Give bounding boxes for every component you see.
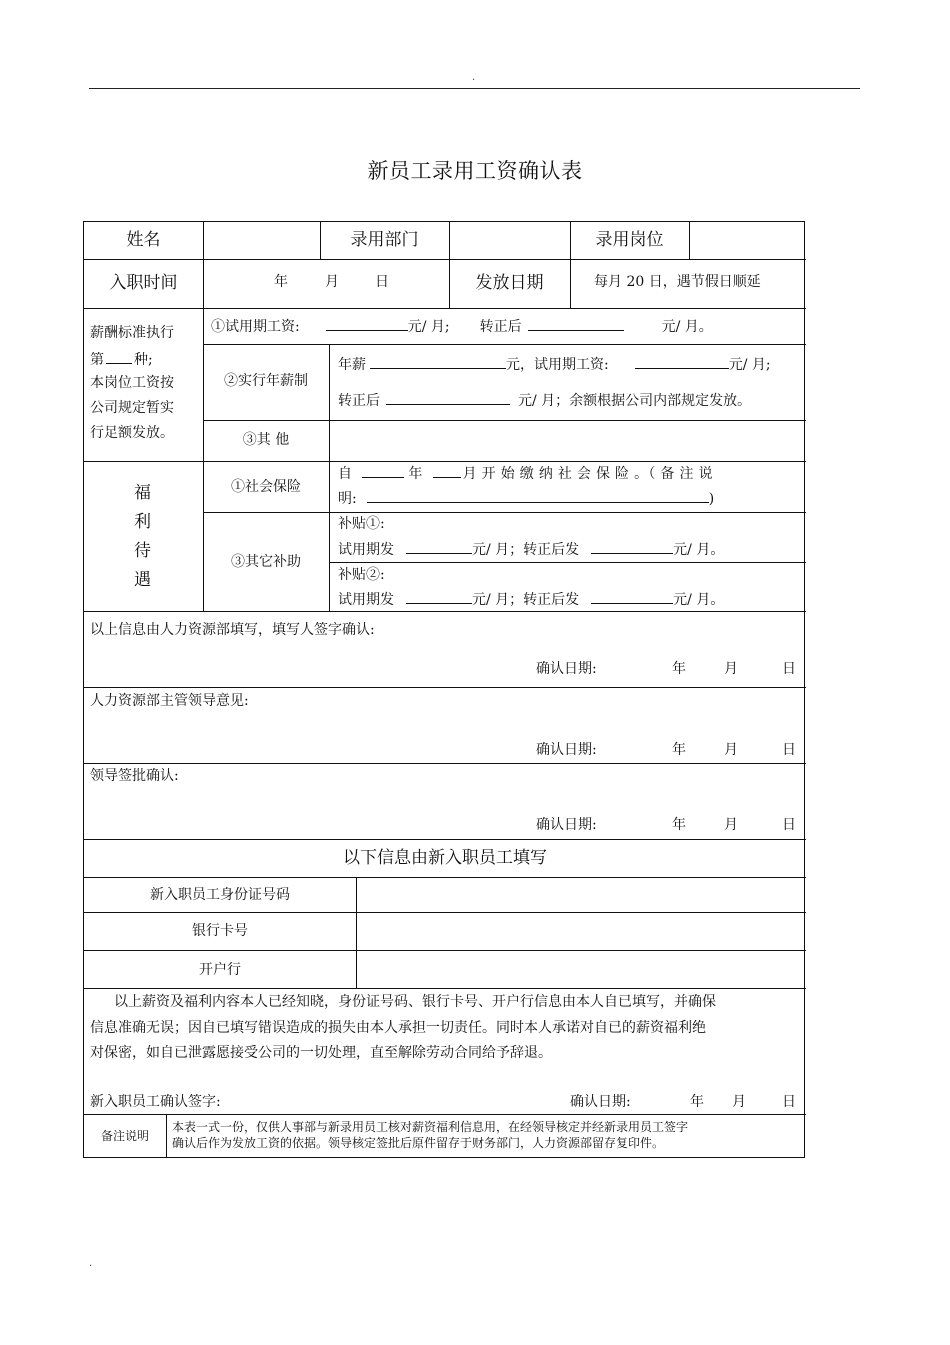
col-divider (166, 1114, 167, 1158)
name-label: 姓名 (126, 230, 161, 250)
header-mark: . (472, 72, 476, 83)
employee-section-title: 以下信息由新入职员工填写 (343, 848, 547, 868)
row-divider (84, 687, 806, 688)
allowance2-regular-blank[interactable] (591, 590, 673, 604)
manager-confirm-date-label: 确认日期: (536, 742, 597, 758)
annual-salary-line1: 年薪 元，试用期工资: 元/ 月; (338, 357, 771, 373)
leader-confirm-day: 日 (782, 817, 796, 833)
other-scheme-field[interactable] (330, 421, 805, 460)
manager-confirm-day: 日 (782, 742, 796, 758)
footer-mark: . (89, 1258, 93, 1269)
annual-salary-blank[interactable] (370, 355, 506, 369)
employee-confirm-day: 日 (782, 1094, 796, 1110)
statement-line1: 以上薪资及福利内容本人已经知晓，身份证号码、银行卡号、开户行信息由本人自已填写，并确保 (114, 994, 716, 1010)
benefits-char-3: 待 (134, 541, 151, 561)
remark-line2: 确认后作为发放工资的依据。领导核定签批后原件留存于财务部门，人力资源部留存复印件。 (172, 1136, 665, 1150)
hr-fill-note: 以上信息由人力资源部填写，填写人签字确认: (90, 622, 375, 638)
benefits-char-4: 遇 (134, 570, 151, 590)
employee-sign-label: 新入职员工确认签字: (90, 1094, 221, 1110)
entry-year: 年 (274, 274, 288, 290)
entry-month: 月 (325, 274, 339, 290)
row-divider (84, 1114, 806, 1115)
dept-field[interactable] (450, 223, 569, 258)
row-divider (329, 562, 806, 563)
bank-card-field[interactable] (357, 913, 805, 949)
leader-confirm-month: 月 (724, 817, 738, 833)
allowance1-line: 试用期发 元/ 月；转正后发 元/ 月。 (338, 542, 725, 558)
hr-confirm-month: 月 (724, 661, 738, 677)
bank-name-label: 开户行 (199, 962, 241, 978)
other-scheme-label: ③其 他 (242, 432, 290, 448)
regular-salary-blank[interactable] (528, 317, 624, 331)
salary-side-line4: 公司规定暂实 (90, 400, 174, 416)
social-start-month-blank[interactable] (433, 464, 461, 478)
annual-probation-blank[interactable] (635, 355, 729, 369)
hr-confirm-day: 日 (782, 661, 796, 677)
row-divider (84, 611, 806, 612)
remark-label: 备注说明 (100, 1129, 149, 1143)
hr-confirm-year: 年 (672, 661, 686, 677)
employee-confirm-date-label: 确认日期: (570, 1094, 631, 1110)
remark-line1: 本表一式一份，仅供人事部与新录用员工核对薪资福利信息用，在经领导核定并经新录用员工签字 (172, 1120, 689, 1134)
pay-date-value: 每月 20 日，遇节假日顺延 (594, 274, 761, 290)
allowance1-probation-blank[interactable] (406, 540, 472, 554)
scheme-blank[interactable] (106, 350, 132, 364)
employee-confirm-year: 年 (690, 1094, 704, 1110)
social-insurance-label: ①社会保险 (231, 479, 301, 495)
form-title: 新员工录用工资确认表 (367, 159, 583, 183)
social-remark-blank[interactable] (367, 489, 709, 503)
id-number-field[interactable] (357, 878, 805, 911)
salary-side-line5: 行足额发放。 (90, 425, 174, 441)
leader-confirm-year: 年 (672, 817, 686, 833)
statement-line2: 信息准确无误；因自已填写错误造成的损失由本人承担一切责任。同时本人承诺对自已的薪资福利绝 (90, 1020, 706, 1036)
dept-label: 录用部门 (350, 230, 419, 250)
header-rule (89, 88, 860, 89)
row-divider (84, 763, 806, 764)
other-allowance-label: ③其它补助 (231, 554, 301, 570)
bank-card-label: 银行卡号 (192, 923, 248, 939)
post-field[interactable] (690, 223, 804, 258)
annual-salary-label: ②实行年薪制 (224, 373, 308, 389)
salary-side-line2: 第 种; (90, 352, 153, 368)
salary-side-line3: 本岗位工资按 (90, 375, 174, 391)
employee-confirm-month: 月 (732, 1094, 746, 1110)
social-start-year-blank[interactable] (362, 464, 404, 478)
social-insurance-line1: 自 年 月 开 始 缴 纳 社 会 保 险 。（ 备 注 说 (338, 466, 713, 482)
row-divider (84, 308, 806, 309)
allowance2-line: 试用期发 元/ 月；转正后发 元/ 月。 (338, 592, 725, 608)
leader-confirm-date-label: 确认日期: (536, 817, 597, 833)
benefits-char-1: 福 (134, 483, 151, 503)
manager-confirm-month: 月 (724, 742, 738, 758)
row-divider (84, 839, 806, 840)
row-divider (84, 259, 806, 260)
row-divider (203, 344, 806, 345)
salary-confirmation-form (83, 221, 805, 1158)
statement-line3: 对保密，如自已泄露愿接受公司的一切处理，直至解除劳动合同给予辞退。 (90, 1045, 552, 1061)
salary-side-line1: 薪酬标准执行 (90, 325, 174, 341)
hr-manager-opinion-label: 人力资源部主管领导意见: (90, 693, 249, 709)
entry-date-label: 入职时间 (109, 273, 178, 293)
hr-confirm-date-label: 确认日期: (536, 661, 597, 677)
row-divider (84, 461, 806, 462)
benefits-char-2: 利 (134, 512, 151, 532)
leader-approval-label: 领导签批确认: (90, 768, 179, 784)
annual-salary-line2: 转正后 元/ 月；余额根据公司内部规定发放。 (338, 393, 752, 409)
allowance2-probation-blank[interactable] (406, 590, 472, 604)
entry-day: 日 (375, 274, 389, 290)
row-divider (84, 988, 806, 989)
probation-salary-line: ①试用期工资: 元/ 月; 转正后 元/ 月。 (211, 319, 713, 335)
allowance2-title: 补贴②: (338, 567, 385, 583)
row-divider (203, 512, 806, 513)
name-field[interactable] (204, 223, 319, 258)
col-divider (329, 461, 330, 611)
id-number-label: 新入职员工身份证号码 (150, 887, 290, 903)
post-label: 录用岗位 (595, 230, 664, 250)
allowance1-regular-blank[interactable] (591, 540, 673, 554)
bank-name-field[interactable] (357, 951, 805, 987)
allowance1-title: 补贴①: (338, 516, 385, 532)
pay-date-label: 发放日期 (475, 273, 544, 293)
manager-confirm-year: 年 (672, 742, 686, 758)
annual-regular-blank[interactable] (386, 391, 510, 405)
probation-salary-blank[interactable] (326, 317, 408, 331)
social-insurance-line2: 明: ) (338, 491, 715, 507)
